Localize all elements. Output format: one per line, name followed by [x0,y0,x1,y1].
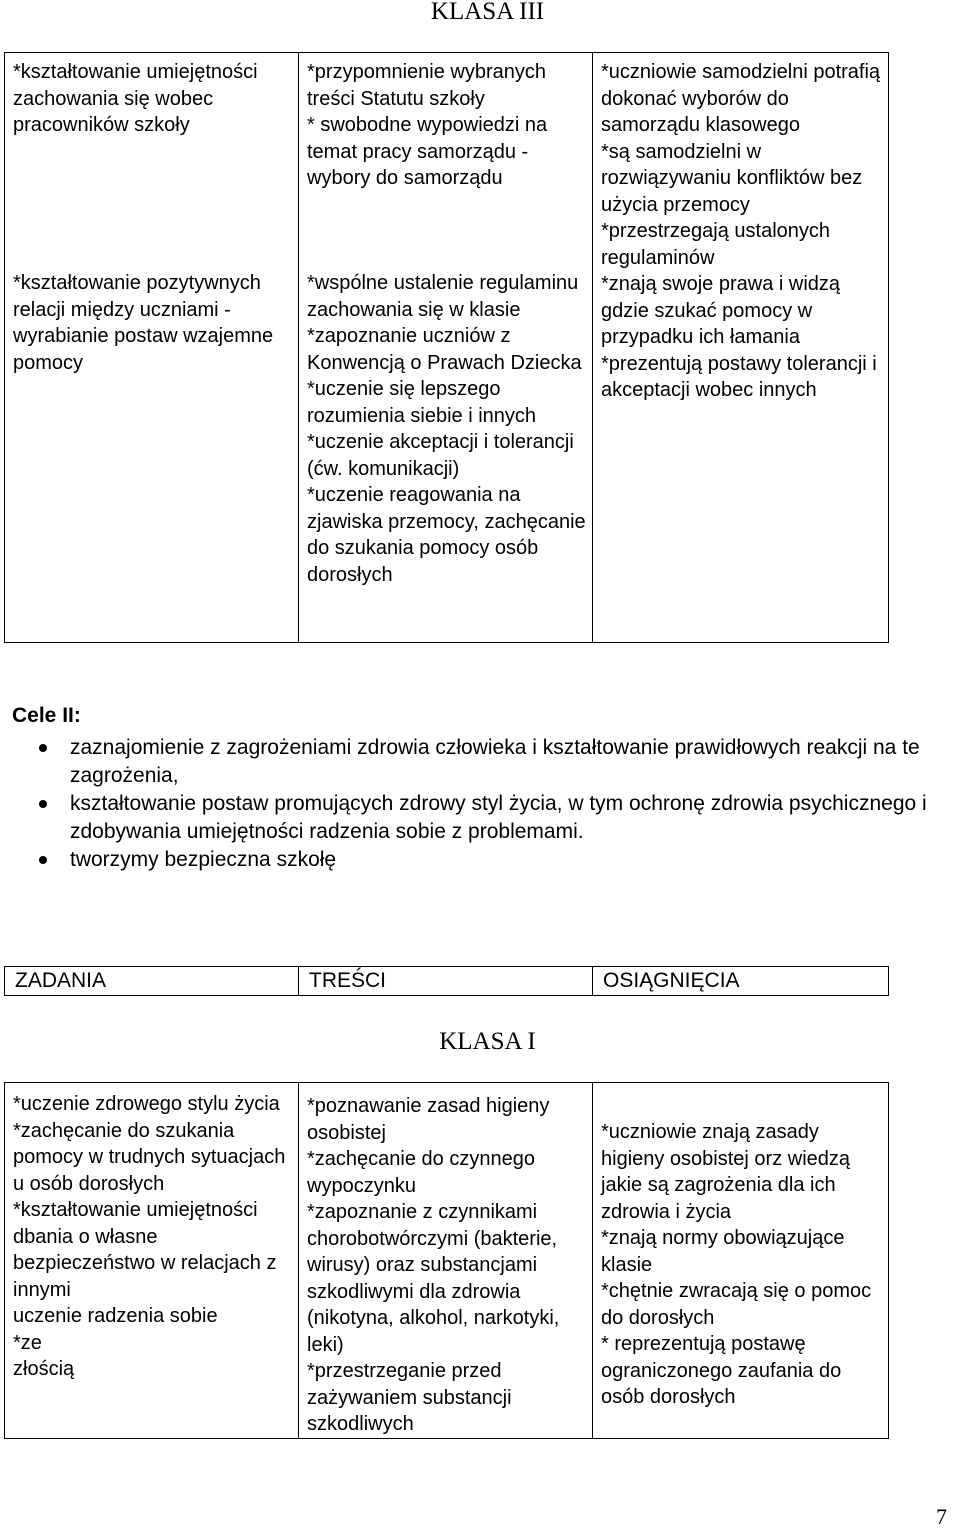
goals-title: Cele II: [12,704,81,727]
class-3-zadanie-1: *kształtowanie umiejętności zachowania się wobec pracowników szkoły [13,61,258,136]
class-3-zadania-cell [5,53,299,643]
goals-list [8,734,958,874]
column-headers [4,966,889,996]
bullet-icon [39,744,47,752]
bullet-icon [39,856,47,864]
class-3-tresci-cell [299,53,593,643]
class-3-osiagniecia-cell [593,53,889,643]
class-3-table [4,52,889,643]
page-number: 7 [936,1504,947,1529]
class-3-osiagniecia-text: *uczniowie samodzielni potrafią dokonać wyborów do samorządu klasowego *są samodzielni w rozwiązywaniu konfliktów bez użycia przemocy *przestrzegają ustalonych regulaminów *znają swoje prawa i widzą gdzie szukać pomocy w przypadku ich łamania *prezentują postawy tolerancji i akceptacji wobec innych [601,61,881,401]
class-1-osiagniecia-text: *uczniowie znają zasady higieny osobistej orz wiedzą jakie są zagrożenia dla ich zdrowia i życia *znają normy obowiązujące klasie *chętnie zwracają się o pomoc do dorosłych * reprezentują postawę ograniczonego zaufania do osób dorosłych [601,1121,872,1408]
goal-text: tworzymy bezpieczna szkołę [70,848,337,871]
goal-item [8,790,958,846]
class-1-zadania-cell [5,1083,299,1439]
class-1-tresci-text: *poznawanie zasad higieny osobistej *zachęcanie do czynnego wypoczynku *zapoznanie z czynnikami chorobotwórczymi (bakterie, wirusy) oraz substancjami szkodliwymi dla zdrowia (nikotyna, alkohol, narkotyki, leki) *przestrzeganie przed zażywaniem substancji szkodliwych [307,1095,560,1435]
header-osiagniecia: OSIĄGNIĘCIA [593,967,889,996]
goal-item [8,734,958,790]
header-zadania: ZADANIA [5,967,299,996]
class-1-table [4,1082,889,1439]
class-3-tresc-1: *przypomnienie wybranych treści Statutu szkoły * swobodne wypowiedzi na temat pracy samorządu - wybory do samorządu [307,61,548,189]
goal-text: kształtowanie postaw promujących zdrowy styl życia, w tym ochronę zdrowia psychicznego i zdobywania umiejętności radzenia sobie z problemami. [70,792,927,843]
class-3-zadanie-2: *kształtowanie pozytywnych relacji między uczniami - wyrabianie postaw wzajemne pomocy [13,272,274,374]
class-1-zadania-text: *uczenie zdrowego stylu życia *zachęcanie do szukania pomocy w trudnych sytuacjach u osób dorosłych *kształtowanie umiejętności dbania o własne bezpieczeństwo w relacjach z innymi uczenie radzenia sobie *ze złością [13,1093,286,1380]
class-1-osiagniecia-cell [593,1083,889,1439]
class-1-heading: KLASA I [439,1028,536,1055]
bullet-icon [39,800,47,808]
class-1-tresci-cell [299,1083,593,1439]
class-3-tresc-2: *wspólne ustalenie regulaminu zachowania się w klasie *zapoznanie uczniów z Konwencją o Prawach Dziecka *uczenie się lepszego rozumienia siebie i innych *uczenie akceptacji i tolerancji (ćw. komunikacji) *uczenie reagowania na zjawiska przemocy, zachęcanie do szukania pomocy osób dorosłych [307,272,586,586]
goal-text: zaznajomienie z zagrożeniami zdrowia człowieka i kształtowanie prawidłowych reakcji na te zagrożenia, [70,736,920,787]
goal-item [8,846,958,874]
class-3-heading: KLASA III [430,0,545,25]
header-tresci: TREŚCI [299,967,593,996]
